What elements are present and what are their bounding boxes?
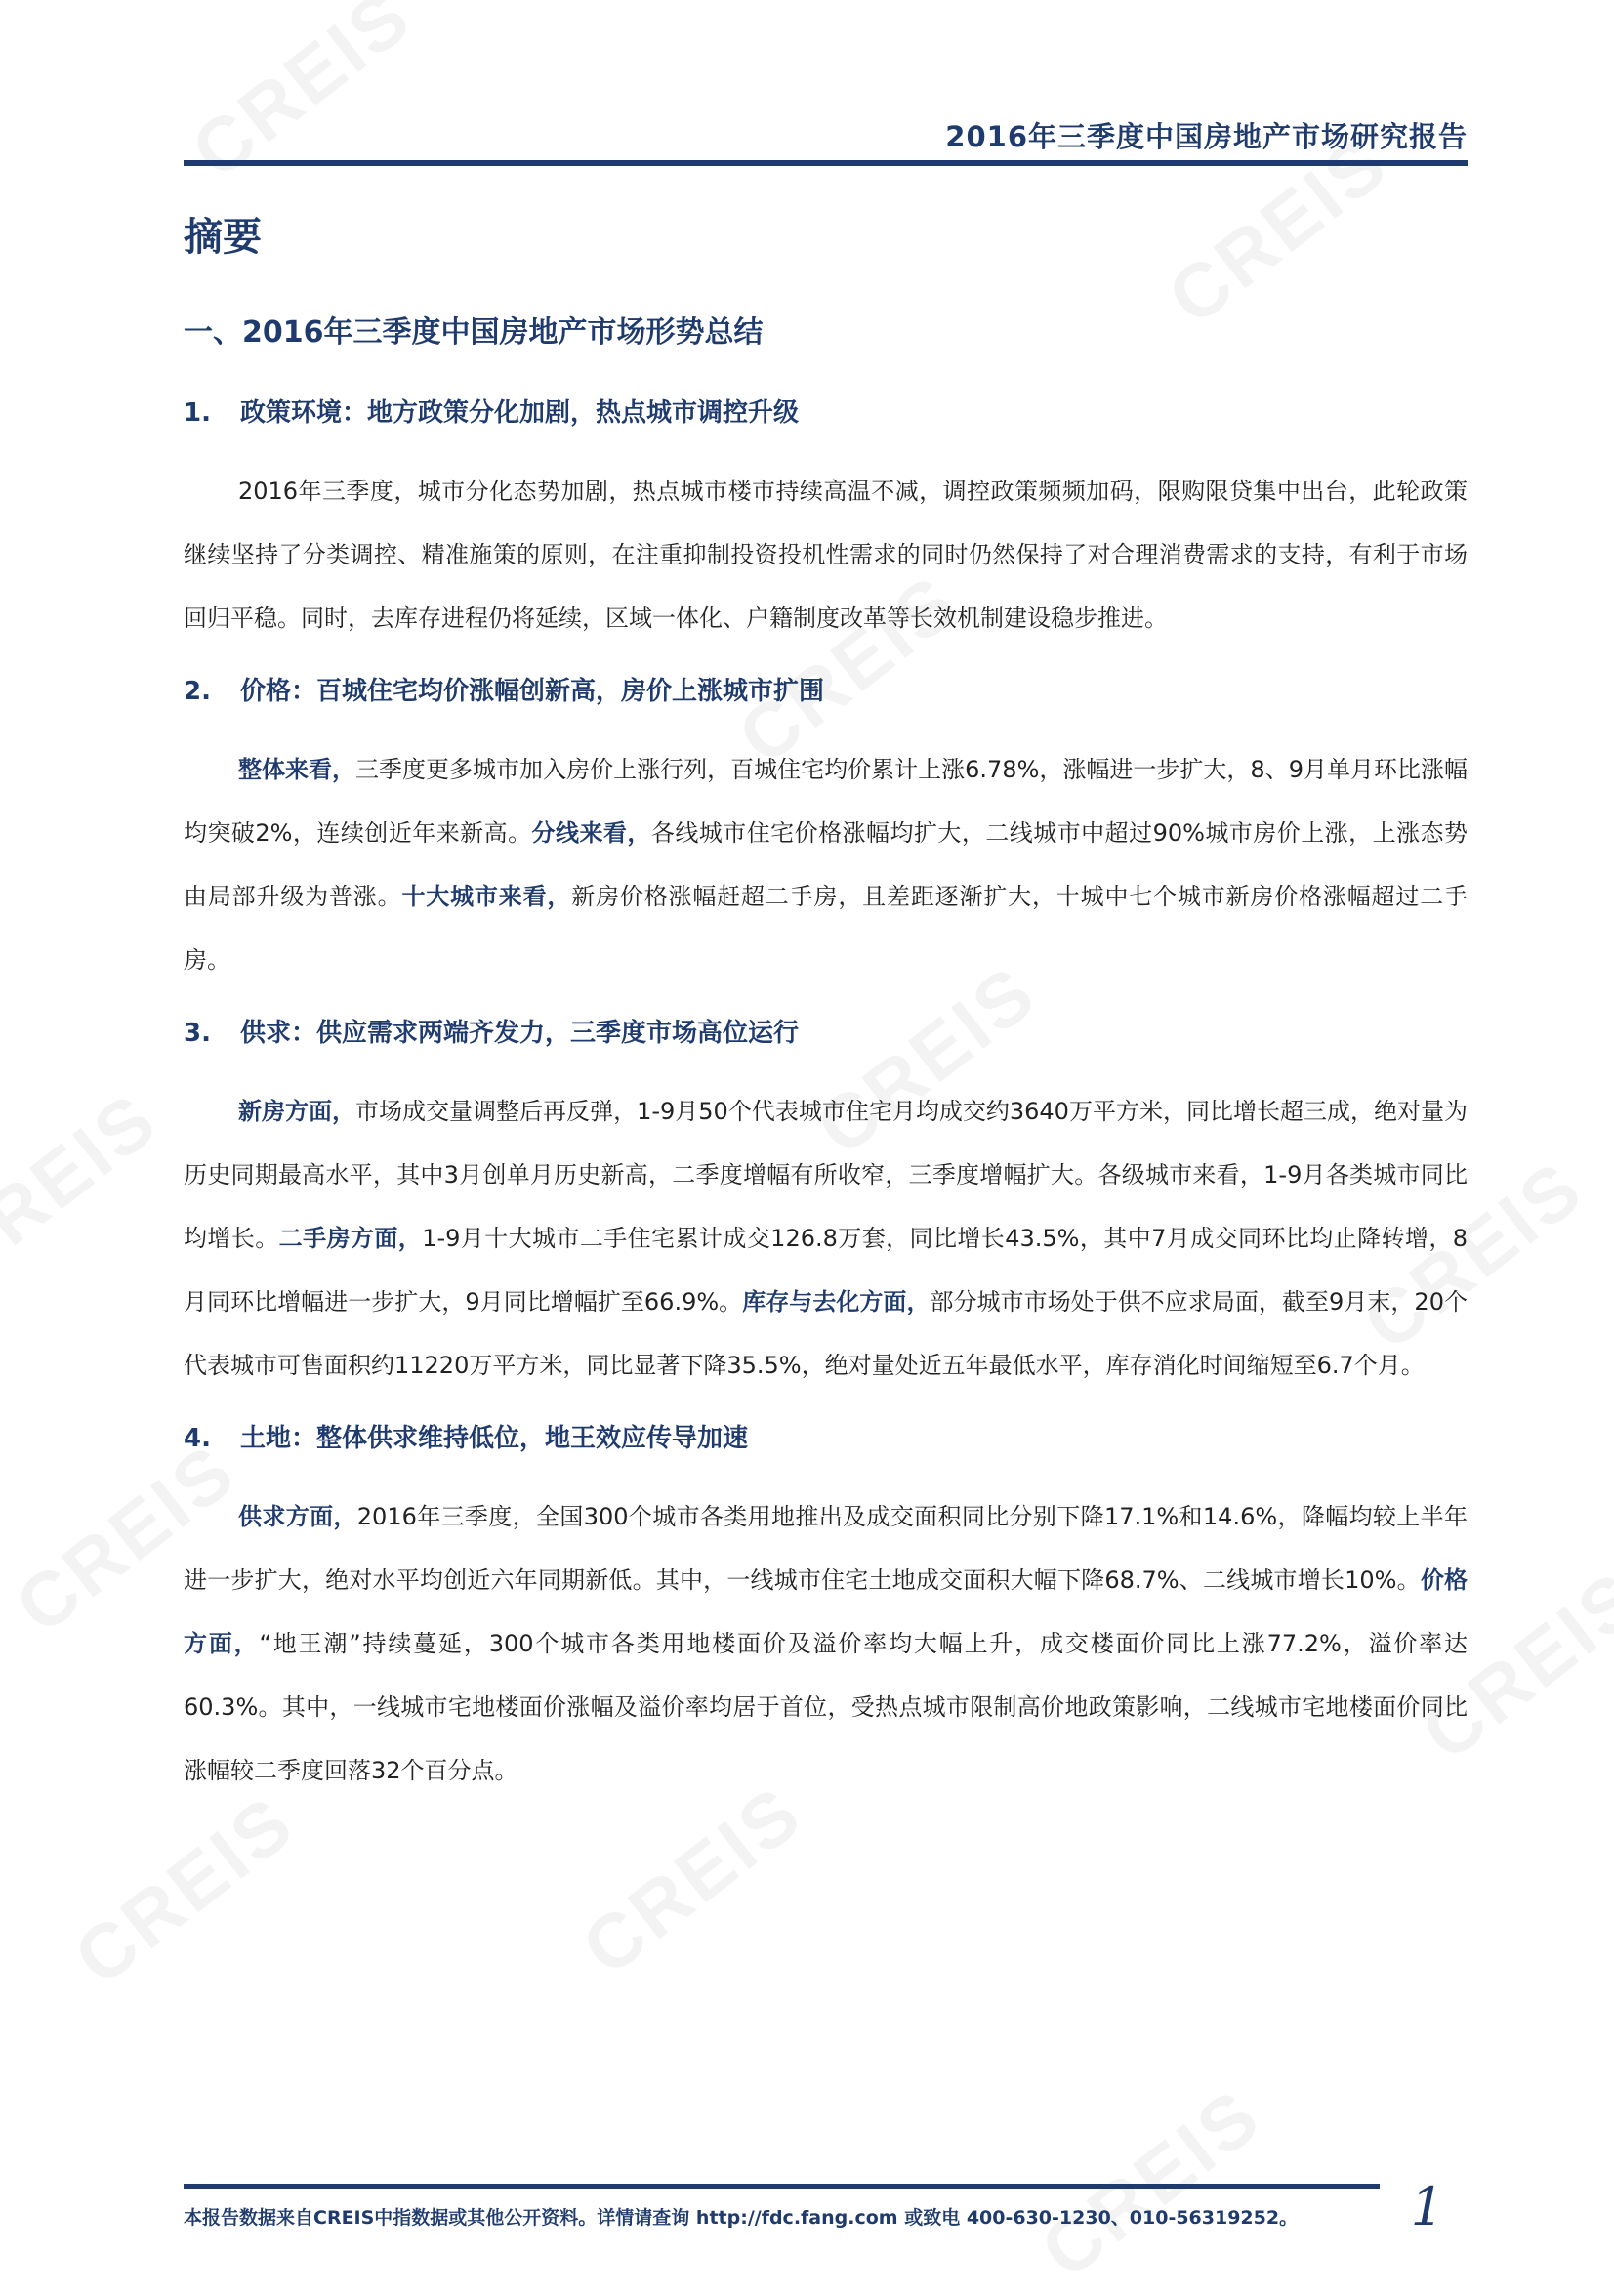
subheading-supply-demand <box>184 1014 1468 1053</box>
subheading-number: 4. <box>184 1424 211 1453</box>
page-number: 1 <box>1410 2176 1444 2237</box>
subheading-price <box>184 672 1468 711</box>
footer-source-note: 本报告数据来自CREIS中指数据或其他公开资料。详情请查询 http://fdc.fang.com 或致电 400-630-1230、010-56319252。 <box>184 2207 1299 2229</box>
page-content <box>184 210 1468 1824</box>
subheading-number: 2. <box>184 677 211 706</box>
highlight-term: 供求方面， <box>238 1503 357 1530</box>
subheading-policy <box>184 394 1468 433</box>
paragraph-text: 三季度更多城市加入房价上涨行列，百城住宅均价累计上涨6.78%，涨幅进一步扩大，8、9月单月环比涨幅均突破2%，连续创近年来新高。 <box>184 756 1469 847</box>
paragraph-policy: 2016年三季度，城市分化态势加剧，热点城市楼市持续高温不减，调控政策频频加码，限购限贷集中出台，此轮政策继续坚持了分类调控、精准施策的原则，在注重抑制投资投机性需求的同时仍然保持了对合理消费需求的支持，有利于市场回归平稳。同时，去库存进程仍将延续，区域一体化、户籍制度改革等长效机制建设稳步推进。 <box>184 478 1468 632</box>
subheading-land <box>184 1419 1468 1458</box>
subheading-text: 土地：整体供求维持低位，地王效应传导加速 <box>240 1424 749 1453</box>
highlight-term: 分线来看， <box>531 819 651 847</box>
highlight-term: 整体来看， <box>238 756 356 783</box>
page-title: 摘要 <box>184 215 262 260</box>
subheading-number: 3. <box>184 1019 211 1048</box>
highlight-term: 二手房方面， <box>278 1225 423 1252</box>
paragraph-text: 1-9月十大城市二手住宅累计成交126.8万套，同比增长43.5%，其中7月成交同环比均止降转增，8月同环比增幅进一步扩大，9月同比增幅扩至66.9%。 <box>184 1225 1469 1315</box>
paragraph-text: 新房价格涨幅赶超二手房，且差距逐渐扩大，十城中七个城市新房价格涨幅超过二手房。 <box>184 883 1469 974</box>
paragraph-text: 市场成交量调整后再反弹，1-9月50个代表城市住宅月均成交约3640万平方米，同比增长超三成，绝对量为历史同期最高水平，其中3月创单月历史新高，二季度增幅有所收窄，三季度增幅扩大。各级城市来看，1-9月各类城市同比均增长。 <box>184 1098 1468 1252</box>
highlight-term: 库存与去化方面， <box>742 1288 931 1315</box>
report-header-title: 2016年三季度中国房地产市场研究报告 <box>945 120 1468 153</box>
highlight-term: 新房方面， <box>238 1098 356 1125</box>
paragraph-text: 各线城市住宅价格涨幅均扩大，二线城市中超过90%城市房价上涨，上涨态势由局部升级为普涨。 <box>184 819 1468 910</box>
paragraph-land <box>184 1485 1468 1803</box>
highlight-term: 价格方面， <box>184 1566 1469 1657</box>
paragraph-text: 2016年三季度，全国300个城市各类用地推出及成交面积同比分别下降17.1%和14.6%，降幅均较上半年进一步扩大，绝对水平均创近六年同期新低。其中，一线城市住宅土地成交面积大幅下降68.7%、二线城市增长10%。 <box>184 1503 1468 1594</box>
paragraph-supply-demand <box>184 1080 1468 1398</box>
paragraph-text: 部分城市市场处于供不应求局面，截至9月末，20个代表城市可售面积约11220万平方米，同比显著下降35.5%，绝对量处近五年最低水平，库存消化时间缩短至6.7个月。 <box>184 1288 1468 1379</box>
watermark <box>0 1074 175 1300</box>
highlight-term: 十大城市来看， <box>401 883 572 910</box>
section-title: 一、2016年三季度中国房地产市场形势总结 <box>184 315 764 350</box>
paragraph-price <box>184 738 1468 992</box>
watermark <box>175 0 429 196</box>
paragraph-text: “地王潮”持续蔓延，300个城市各类用地楼面价及溢价率均大幅上升，成交楼面价同比上涨77.2%，溢价率达60.3%。其中，一线城市宅地楼面价涨幅及溢价率均居于首位，受热点城市限制高价地政策影响，二线城市宅地楼面价同比涨幅较二季度回落32个百分点。 <box>184 1630 1469 1784</box>
footer-divider <box>184 2184 1380 2189</box>
subheading-text: 政策环境：地方政策分化加剧，热点城市调控升级 <box>240 398 800 428</box>
subheading-text: 价格：百城住宅均价涨幅创新高，房价上涨城市扩围 <box>240 677 825 706</box>
header-divider <box>184 160 1468 166</box>
subheading-number: 1. <box>184 398 211 428</box>
subheading-text: 供求：供应需求两端齐发力，三季度市场高位运行 <box>240 1019 800 1048</box>
